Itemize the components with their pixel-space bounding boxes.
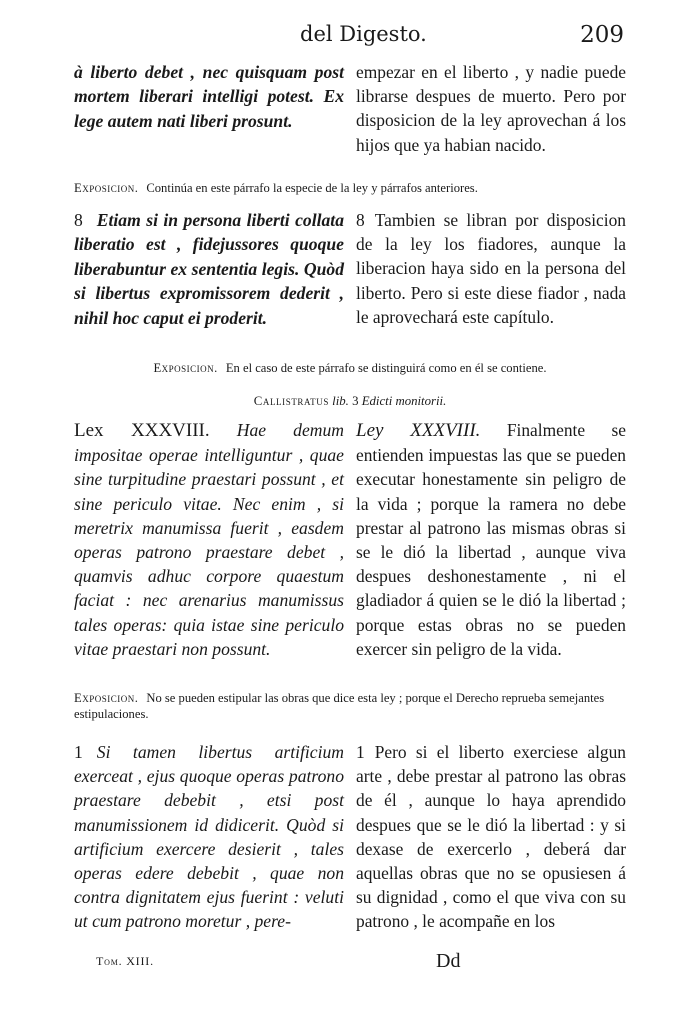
lex-label: Lex XXXVIII.	[74, 420, 210, 441]
paragraph-number: 8	[74, 210, 83, 230]
spanish-text: Ley XXXVIII. Finalmente se entienden impuestas las que se pueden executar honestamente sin peligro de la vida ; porque la ramera no debe prestar al patrono las mismas obras si se le dió la libertad , aunque viva despues deshonestamente , ni el gladiador á quien se le dió la libertad ; porque estas obras no se pueden exercer sin peligro de la vida.	[356, 420, 626, 659]
exposition-text: No se pueden estipular las obras que dice esta ley ; porque el Derecho reprueba semejantes estipulaciones.	[74, 691, 605, 721]
jurist-name: Callistratus	[253, 394, 329, 408]
exposition-label: Exposicion.	[74, 181, 139, 195]
page-number: 209	[580, 22, 624, 48]
latin-text: Lex XXXVIII. Hae demum impositae operae intelliguntur , quae sine turpitudine praestari possunt , et sine periculo vitae. Nec enim , si meretrix manumissa fuerit , easdem operas patrono praestare debet , quamvis adhuc corpore quaestum faciat : nec arenarius manumissus tales operas: quia istae sine periculo vitae praestari non possunt.	[74, 420, 344, 659]
paragraph-block-4	[74, 740, 626, 934]
spanish-text: 1 Pero si el liberto exerciese algun arte , debe prestar al patrono las obras de él , aunque lo haya aprendido despues que se le dió la libertad : y si dexase de exercerlo , deberá dar aquellas obras que no se opusiesen á su dignidad , como el que viva con su patrono , le acompañe en los	[356, 742, 626, 932]
book-ref: lib.	[332, 394, 349, 408]
paragraph-block-1	[74, 60, 626, 157]
running-title: del Digesto.	[300, 22, 427, 46]
paragraph-number: 1	[74, 742, 83, 762]
paragraph-number: 1	[356, 742, 365, 762]
paragraph-number: 8	[356, 210, 365, 230]
latin-text: 1 Si tamen libertus artificium exerceat , ejus quoque operas patrono praestare debebit , etsi post manumissionem id didicerit. Quòd si artificium exercere desierit , tales operas edere debebit , quae non contra dignitatem ejus fuerint : veluti ut cum patrono moretur , pere-	[74, 742, 344, 932]
ley-label: Ley XXXVIII.	[356, 420, 481, 441]
latin-text: à liberto debet , nec quisquam post mortem liberari intelligi potest. Ex lege autem nati liberi prosunt.	[74, 62, 344, 131]
exposition-note-2	[74, 360, 626, 376]
exposition-note-3	[74, 690, 626, 722]
work-title: Edicti monitorii.	[361, 394, 447, 408]
latin-text: 8 Etiam si in persona liberti collata liberatio est , fidejussores quoque liberabuntur ex sententia legis. Quòd si libertus expromissorem dederit , nihil hoc caput ei proderit.	[74, 210, 344, 328]
paragraph-block-2	[74, 208, 626, 330]
exposition-note-1	[74, 180, 626, 196]
page-footer	[0, 950, 682, 976]
exposition-label: Exposicion.	[74, 691, 139, 705]
exposition-text: Continúa en este párrafo la especie de la ley y párrafos anteriores.	[146, 181, 478, 195]
exposition-text: En el caso de este párrafo se distinguirá como en él se contiene.	[225, 361, 547, 375]
book-number: 3	[352, 394, 359, 408]
paragraph-block-3	[74, 418, 626, 661]
spanish-text: 8 Tambien se libran por disposicion de la ley los fiadores, aunque la liberacion haya sido en la persona del liberto. Pero si este diese fiador , nada le aprovechará este capítulo.	[356, 210, 626, 327]
source-attribution	[74, 394, 626, 409]
exposition-label: Exposicion.	[153, 361, 218, 375]
signature-mark: Dd	[436, 950, 461, 972]
spanish-text: empezar en el liberto , y nadie puede librarse despues de muerto. Pero por disposicion de la ley aprovechan á los hijos que ya habian nacido.	[356, 62, 626, 155]
page-header	[0, 22, 682, 52]
volume-label: Tom. XIII.	[96, 954, 154, 968]
